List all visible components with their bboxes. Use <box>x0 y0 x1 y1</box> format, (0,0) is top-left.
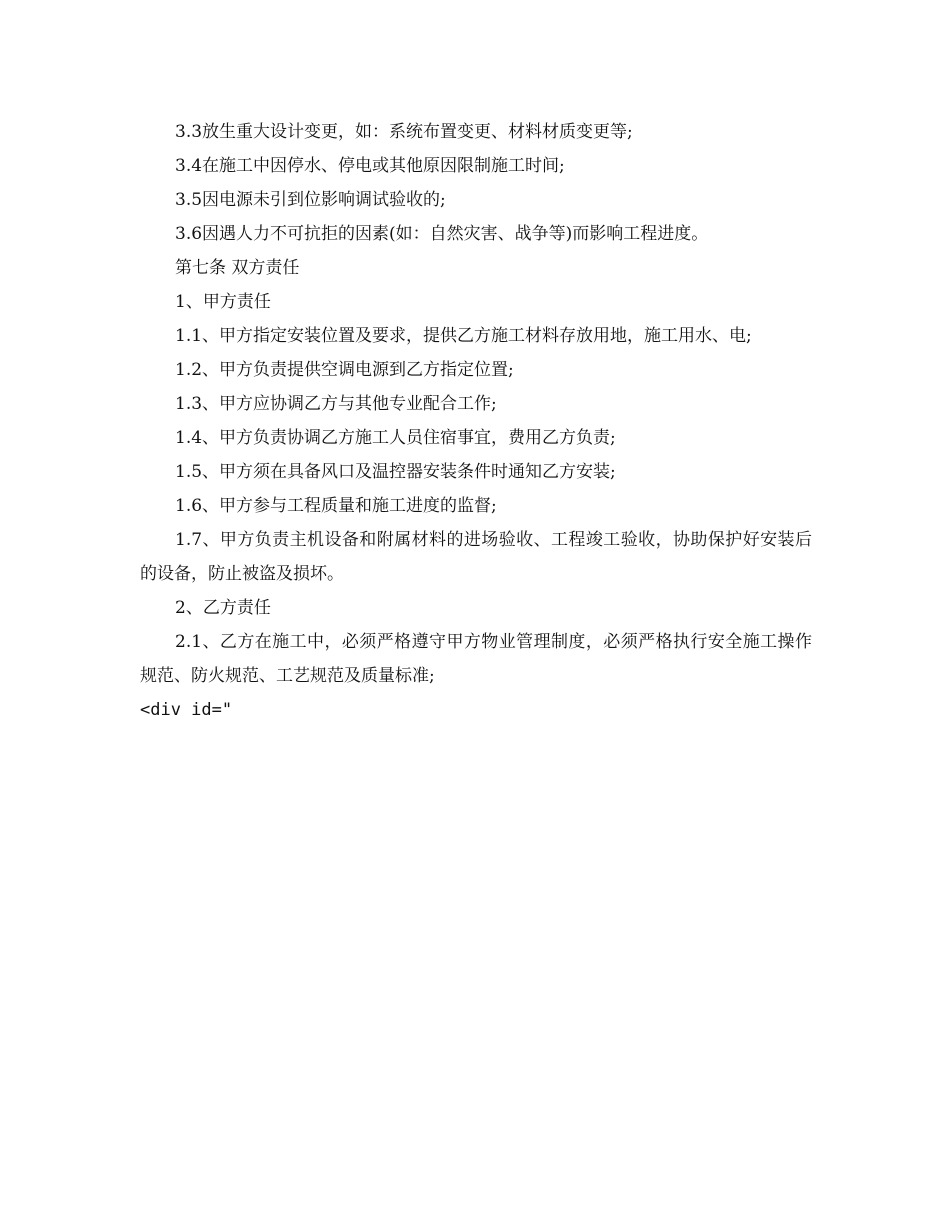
stray-markup-text: <div id=" <box>140 700 233 720</box>
clause-1-4: 1.4、甲方负责协调乙方施工人员住宿事宜，费用乙方负责; <box>175 428 616 448</box>
document-body <box>140 115 812 727</box>
clause-1-6: 1.6、甲方参与工程质量和施工进度的监督; <box>175 496 497 516</box>
article-7-heading: 第七条 双方责任 <box>175 258 300 278</box>
clause-3-3: 3.3放生重大设计变更，如：系统布置变更、材料材质变更等; <box>175 122 633 142</box>
clause-2-1: 2.1、乙方在施工中，必须严格遵守甲方物业管理制度，必须严格执行安全施工操作规范、防火规范、工艺规范及质量标准; <box>140 632 812 686</box>
party-b-heading: 2、乙方责任 <box>175 598 271 618</box>
clause-3-5: 3.5因电源未引到位影响调试验收的; <box>175 190 446 210</box>
party-a-heading: 1、甲方责任 <box>175 292 271 312</box>
clause-3-4: 3.4在施工中因停水、停电或其他原因限制施工时间; <box>175 156 565 176</box>
clause-1-7: 1.7、甲方负责主机设备和附属材料的进场验收、工程竣工验收，协助保护好安装后的设备，防止被盗及损坏。 <box>140 530 812 584</box>
clause-1-2: 1.2、甲方负责提供空调电源到乙方指定位置; <box>175 360 514 380</box>
clause-1-5: 1.5、甲方须在具备风口及温控器安装条件时通知乙方安装; <box>175 462 616 482</box>
clause-1-1: 1.1、甲方指定安装位置及要求，提供乙方施工材料存放用地，施工用水、电; <box>175 326 752 346</box>
clause-1-3: 1.3、甲方应协调乙方与其他专业配合工作; <box>175 394 497 414</box>
clause-3-6: 3.6因遇人力不可抗拒的因素(如：自然灾害、战争等)而影响工程进度。 <box>175 224 709 244</box>
